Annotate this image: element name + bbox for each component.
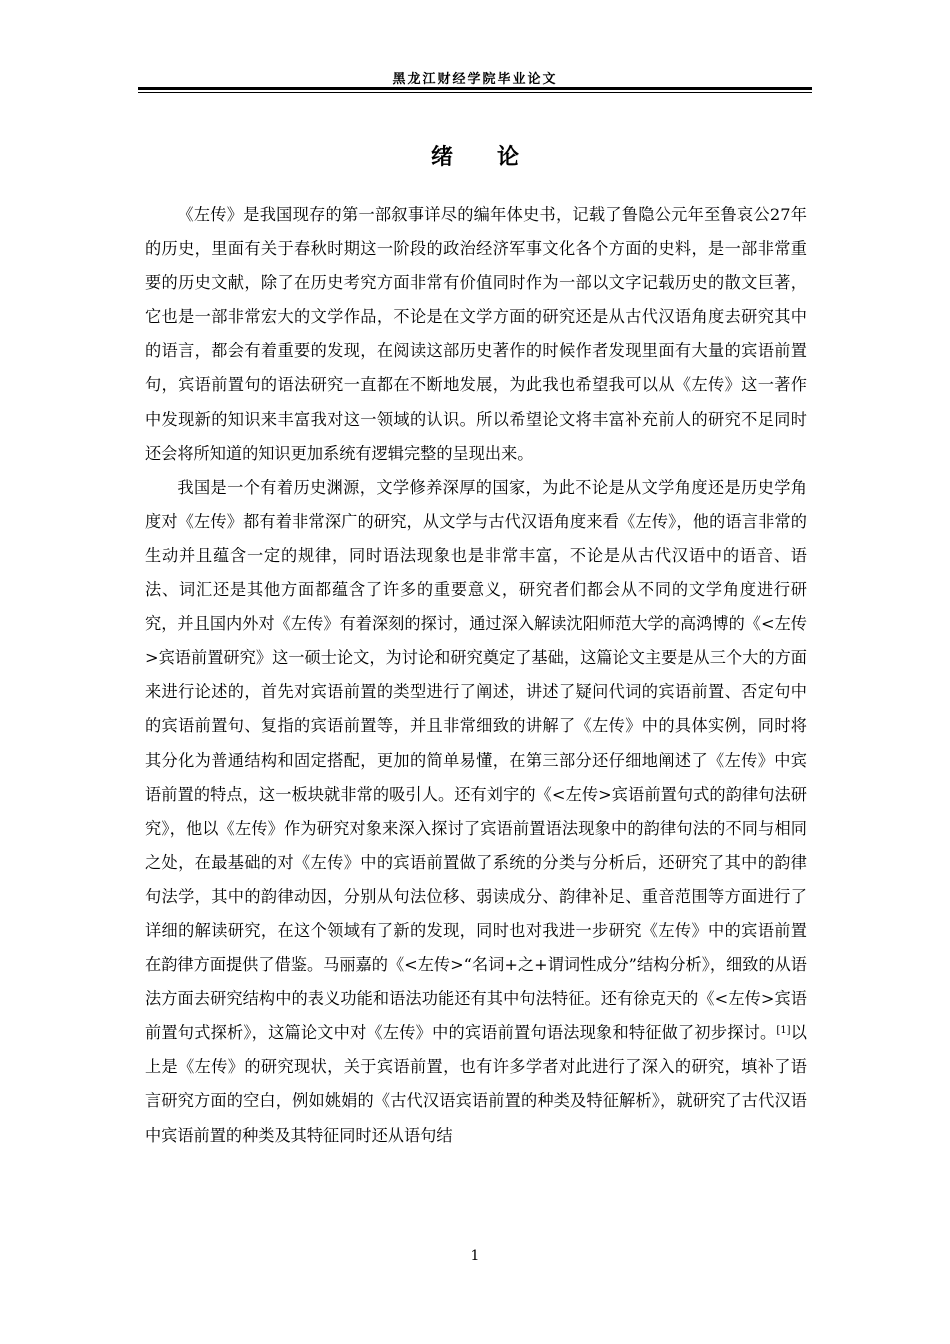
body-text <box>145 198 807 1153</box>
section-title: 绪论 <box>430 145 563 170</box>
page-number: 1 <box>470 1248 480 1264</box>
paragraph-1: 《左传》是我国现存的第一部叙事详尽的编年体史书，记载了鲁隐公元年至鲁哀公27年的历史，里面有关于春秋时期这一阶段的政治经济军事文化各个方面的史料，是一部非常重要的历史文献，除了在历史考究方面非常有价值同时作为一部以文字记载历史的散文巨著，它也是一部非常宏大的文学作品，不论是在文学方面的研究还是从古代汉语角度去研究其中的语言，都会有着重要的发现，在阅读这部历史著作的时候作者发现里面有大量的宾语前置句，宾语前置句的语法研究一直都在不断地发展，为此我也希望我可以从《左传》这一著作中发现新的知识来丰富我对这一领域的认识。所以希望论文将丰富补充前人的研究不足同时还会将所知道的知识更加系统有逻辑完整的呈现出来。 <box>145 205 807 463</box>
header-rule-thick <box>138 87 812 90</box>
header-rule-thin <box>138 92 812 93</box>
paragraph-2-text: 我国是一个有着历史渊源，文学修养深厚的国家，为此不论是从文学角度还是历史学角度对《左传》都有着非常深广的研究，从文学与古代汉语角度来看《左传》，他的语言非常的生动并且蕴含一定的规律，同时语法现象也是非常丰富，不论是从古代汉语中的语音、语法、词汇还是其他方面都蕴含了许多的重要意义，研究者们都会从不同的文学角度进行研究，并且国内外对《左传》有着深刻的探讨，通过深入解读沈阳师范大学的高鸿博的《<左传>宾语前置研究》这一硕士论文，为讨论和研究奠定了基础，这篇论文主要是从三个大的方面来进行论述的，首先对宾语前置的类型进行了阐述，讲述了疑问代词的宾语前置、否定句中的宾语前置句、复指的宾语前置等，并且非常细致的讲解了《左传》中的具体实例，同时将其分化为普通结构和固定搭配，更加的简单易懂，在第三部分还仔细地阐述了《左传》中宾语前置的特点，这一板块就非常的吸引人。还有刘宇的《<左传>宾语前置句式的韵律句法研究》，他以《左传》作为研究对象来深入探讨了宾语前置语法现象中的韵律句法的不同与相同之处，在最基础的对《左传》中的宾语前置做了系统的分类与分析后，还研究了其中的韵律句法学，其中的韵律动因，分别从句法位移、弱读成分、韵律补足、重音范围等方面进行了详细的解读研究，在这个领域有了新的发现，同时也对我进一步研究《左传》中的宾语前置在韵律方面提供了借鉴。马丽嘉的《<左传>“名词+之+谓词性成分”结构分析》，细致的从语法方面去研究结构中的表义功能和语法功能还有其中句法特征。还有徐克天的《<左传>宾语前置句式探析》，这篇论文中对《左传》中的宾语前置句语法现象和特征做了初步探讨。 <box>145 477 807 1043</box>
paragraph-2 <box>145 471 807 1153</box>
running-header: 黑龙江财经学院毕业论文 <box>392 72 558 87</box>
citation-mark: [1] <box>776 1025 791 1037</box>
paragraph-2-continued: 以上是《左传》的研究现状，关于宾语前置，也有许多学者对此进行了深入的研究，填补了语言研究方面的空白，例如姚娟的《古代汉语宾语前置的种类及特征解析》，就研究了古代汉语中宾语前置的种类及其特征同时还从语句结 <box>145 1023 807 1145</box>
